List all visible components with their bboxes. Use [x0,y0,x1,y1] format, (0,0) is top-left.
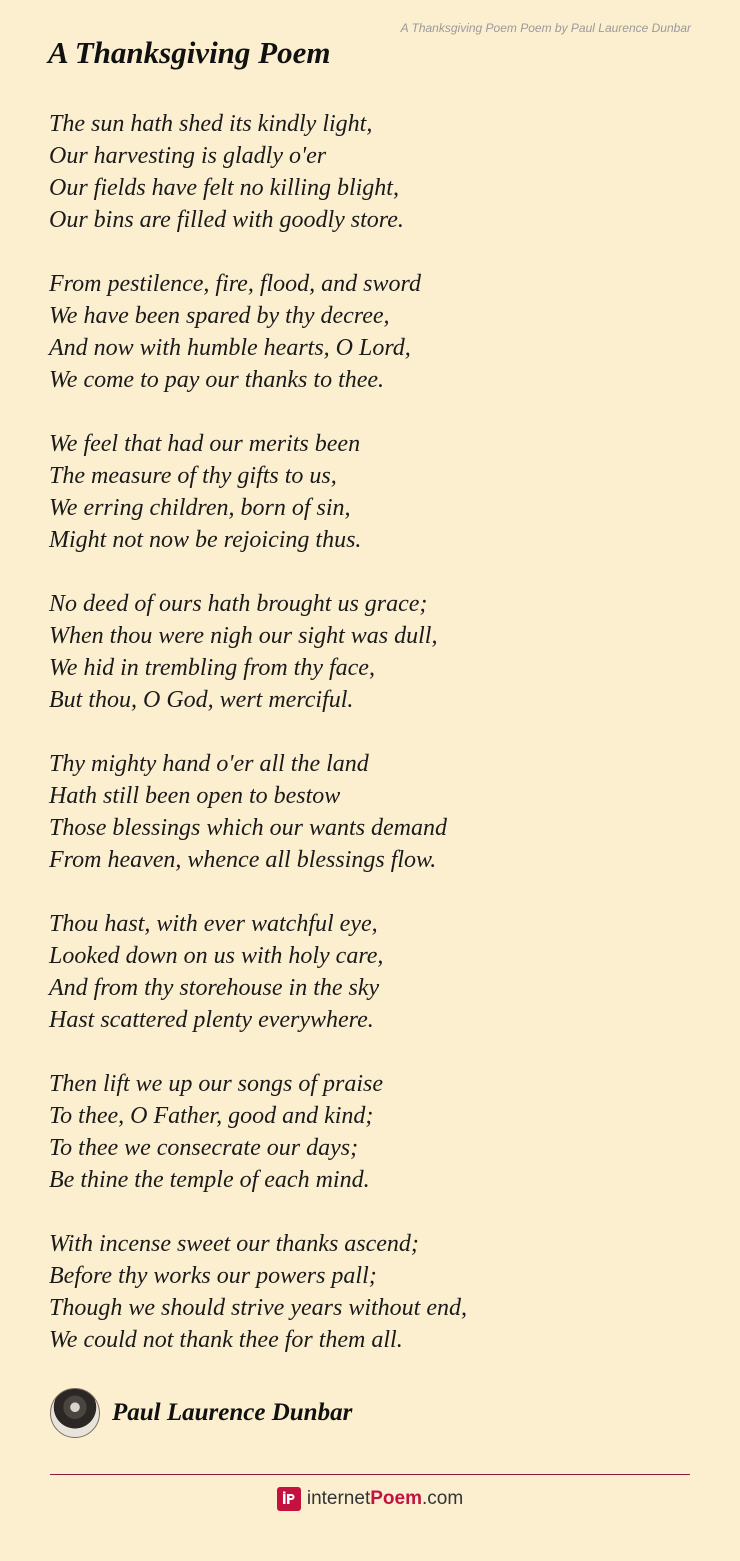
poem-line: Thy mighty hand o'er all the land [49,751,369,777]
poem-line: We erring children, born of sin, [49,495,351,521]
poem-line: To thee we consecrate our days; [49,1135,359,1161]
stanza [49,428,689,556]
poem-line: We could not thank thee for them all. [49,1327,403,1353]
poem-line: Those blessings which our wants demand [49,815,448,841]
poem-line: We hid in trembling from thy face, [49,655,375,681]
poem-line: Our harvesting is gladly o'er [49,143,327,169]
poem-line: We come to pay our thanks to thee. [49,367,385,393]
poem-line: Might not now be rejoicing thus. [49,527,362,553]
brand-main: Poem [370,1488,422,1509]
poem-line: From pestilence, fire, flood, and sword [49,271,421,297]
poem-line: Thou hast, with ever watchful eye, [49,911,378,937]
brand-suffix: .com [421,1488,464,1509]
poem-line: Before thy works our powers pall; [49,1263,377,1289]
poem-line: Our fields have felt no killing blight, [49,175,399,201]
author-name[interactable]: Paul Laurence Dunbar [112,1399,353,1426]
stanza [49,908,689,1036]
poem-line: Hast scattered plenty everywhere. [49,1007,374,1033]
poem-line: Our bins are filled with goodly store. [49,207,404,233]
poem-line: Though we should strive years without end, [49,1295,467,1321]
stanza [49,268,689,396]
stanza [49,108,689,236]
stanza [49,748,689,876]
poem-line: No deed of ours hath brought us grace; [49,591,428,617]
stanza [49,588,689,716]
poem-body [49,108,689,1388]
stanza [49,1068,689,1196]
header-credit: A Thanksgiving Poem Poem by Paul Laurence Dunbar [400,21,691,35]
poem-line: Then lift we up our songs of praise [49,1071,384,1097]
poem-line: The measure of thy gifts to us, [49,463,337,489]
brand-prefix: internet [306,1488,371,1509]
ip-logo-glyph [281,1491,297,1507]
poem-line: To thee, O Father, good and kind; [49,1103,374,1129]
footer-brand[interactable] [0,1487,740,1511]
poem-line: When thou were nigh our sight was dull, [49,623,438,649]
brand-text[interactable] [307,1488,463,1510]
poem-line: Be thine the temple of each mind. [49,1167,370,1193]
poem-line: Hath still been open to bestow [49,783,341,809]
poem-line: And from thy storehouse in the sky [49,975,380,1001]
author-avatar[interactable] [50,1388,100,1438]
poem-title: A Thanksgiving Poem [48,35,331,70]
poem-line: We have been spared by thy decree, [49,303,390,329]
stanza [49,1228,689,1356]
poem-line: But thou, O God, wert merciful. [49,687,354,713]
poem-line: Looked down on us with holy care, [49,943,384,969]
author-block[interactable] [50,1388,352,1438]
poem-line: From heaven, whence all blessings flow. [49,847,437,873]
poem-line: With incense sweet our thanks ascend; [49,1231,419,1257]
poem-line: And now with humble hearts, O Lord, [49,335,411,361]
poem-line: The sun hath shed its kindly light, [49,111,373,137]
ip-logo-icon [277,1487,301,1511]
footer-divider [50,1474,690,1475]
poem-line: We feel that had our merits been [49,431,361,457]
